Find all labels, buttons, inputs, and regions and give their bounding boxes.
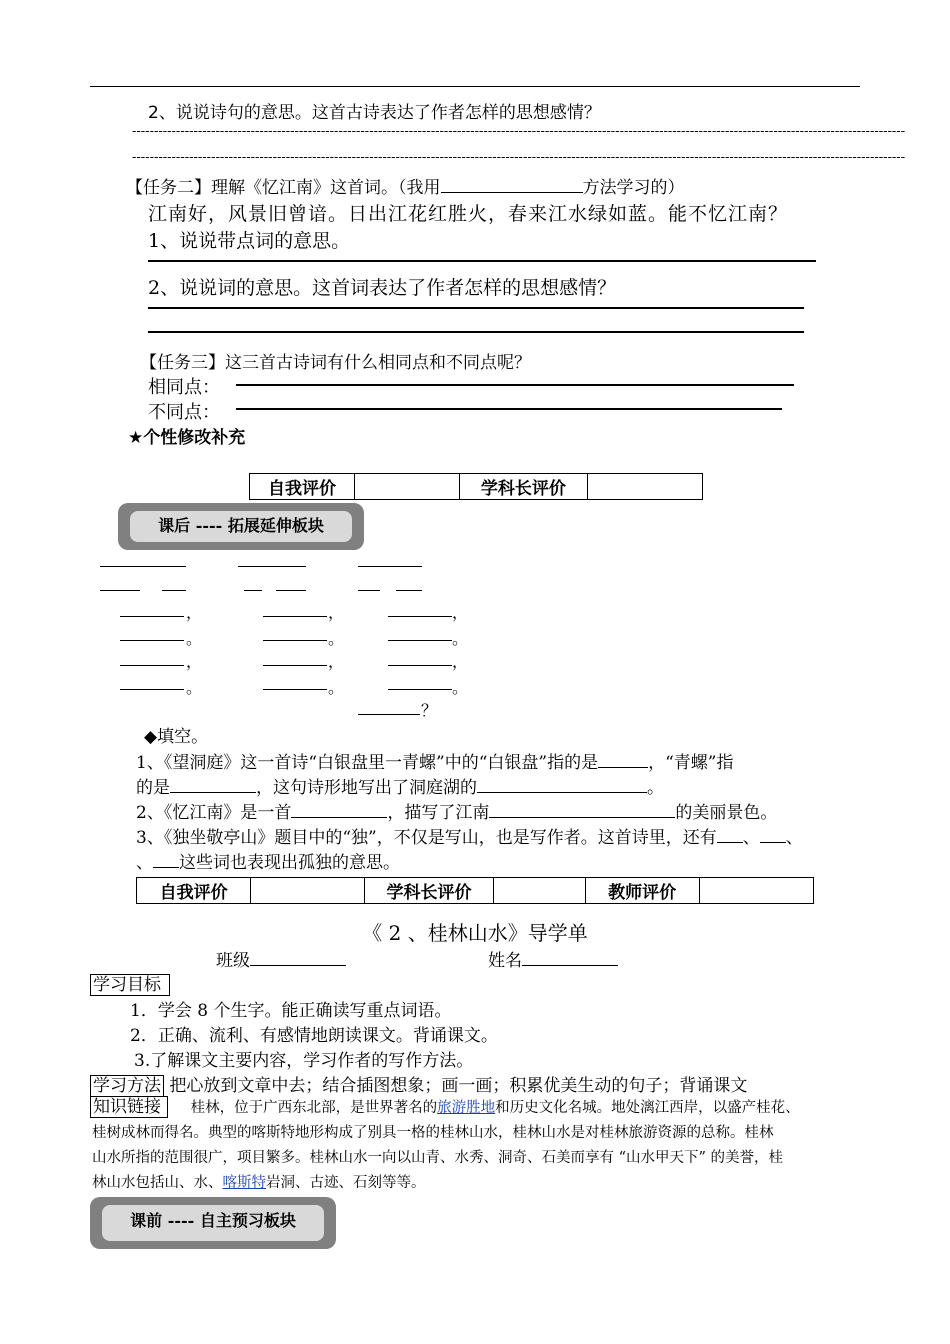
- self-eval-label: 自我评价: [137, 878, 251, 904]
- blank-line[interactable]: [120, 616, 184, 617]
- punct: ，: [452, 652, 469, 671]
- blank-line[interactable]: [120, 689, 184, 690]
- question-dotted-words: 1、说说带点词的意思。: [148, 230, 351, 252]
- blank-line[interactable]: [388, 689, 452, 690]
- punct: 。: [452, 629, 469, 648]
- punct: ，: [328, 603, 345, 622]
- fill-text: ，这句诗形地写出了洞庭湖的: [256, 778, 477, 798]
- leader-eval-label: 学科长评价: [365, 878, 493, 904]
- punct: 。: [328, 678, 345, 697]
- knowledge-row-2: 桂树成林而得名。典型的喀斯特地形构成了别具一格的桂林山水，桂林山水是对桂林旅游资源的总称。桂林: [92, 1125, 774, 1141]
- method-row: [90, 1071, 747, 1096]
- task2-tail: 方法学习的）: [582, 178, 685, 198]
- fill-blank[interactable]: [291, 803, 387, 818]
- fill-blank[interactable]: [760, 828, 786, 843]
- blank-line[interactable]: [238, 566, 306, 567]
- leader-eval-label: 学科长评价: [459, 474, 587, 500]
- guide-title: 《 2 、桂林山水》导学单: [362, 921, 588, 945]
- blank-line[interactable]: [263, 665, 327, 666]
- fill-item-1-cont: [136, 773, 664, 798]
- punct: ，: [186, 603, 203, 622]
- before-class-banner: [90, 1197, 336, 1249]
- banner-text: 课后 ---- 拓展延伸板块: [130, 511, 352, 542]
- diff-label: 不同点：: [148, 402, 220, 423]
- fill-blank[interactable]: [153, 853, 179, 868]
- fill-text: 2、《忆江南》是一首: [136, 803, 292, 823]
- after-class-banner: [118, 503, 364, 550]
- name-label: 姓名: [488, 951, 522, 971]
- punct: ，: [452, 603, 469, 622]
- goal-1: 1．学会 8 个生字。能正确读写重点词语。: [130, 1001, 452, 1021]
- fill-blank[interactable]: [477, 778, 647, 793]
- teacher-eval-cell[interactable]: [699, 878, 813, 904]
- fill-text: 3、《独坐敬亭山》题目中的“独”，不仅是写山，也是写作者。这首诗里，还有: [136, 828, 717, 848]
- blank-line[interactable]: [100, 590, 140, 591]
- blank-line[interactable]: [162, 590, 186, 591]
- fill-text: 、: [742, 828, 760, 848]
- blank-line[interactable]: [263, 640, 327, 641]
- question-poem-meaning: 2、说说诗句的意思。这首古诗表达了作者怎样的思想感情？: [148, 103, 601, 123]
- task2-label: 【任务二】理解《忆江南》这首词。（我用: [126, 178, 441, 198]
- question-mark: ？: [421, 701, 438, 720]
- punct: 。: [186, 678, 203, 697]
- punct: 。: [328, 629, 345, 648]
- banner-text: 课前 ---- 自主预习板块: [102, 1205, 324, 1241]
- blank-line[interactable]: [244, 590, 262, 591]
- fill-blank[interactable]: [170, 778, 256, 793]
- fill-text: 的美丽景色。: [675, 803, 778, 823]
- self-eval-cell[interactable]: [251, 878, 365, 904]
- diff-answer-line: [236, 408, 782, 410]
- goal-2: 2．正确、流利、有感情地朗读课文。背诵课文。: [130, 1026, 498, 1046]
- blank-line[interactable]: [388, 665, 452, 666]
- blank-line[interactable]: [358, 714, 420, 715]
- blank-line[interactable]: [120, 640, 184, 641]
- knowledge-row-1: [90, 1094, 800, 1122]
- blank-line[interactable]: [388, 640, 452, 641]
- answer-line: [148, 307, 804, 309]
- blank-line[interactable]: [263, 689, 327, 690]
- knowledge-text: 桂林，位于广西东北部，是世界著名的: [190, 1100, 438, 1116]
- link-karst[interactable]: 喀斯特: [222, 1175, 266, 1191]
- fill-text: 。: [647, 778, 664, 798]
- blank-line[interactable]: [388, 616, 452, 617]
- personal-revision-heading: ★个性修改补充: [128, 428, 246, 448]
- method-label: 学习方法: [90, 1075, 164, 1097]
- knowledge-row-3: 山水所指的范围很广，项目繁多。桂林山水一向以山青、水秀、洞奇、石美而享有 “山水甲天下” 的美誉，桂: [92, 1150, 784, 1166]
- blank-line[interactable]: [358, 590, 380, 591]
- answer-line: [148, 260, 816, 262]
- link-tourist-attraction[interactable]: 旅游胜地: [437, 1100, 496, 1116]
- fill-blank[interactable]: [598, 753, 648, 768]
- task2-heading: [126, 173, 685, 198]
- same-label: 相同点：: [148, 377, 220, 398]
- fill-text: ，描写了江南: [387, 803, 490, 823]
- answer-line: [148, 331, 804, 333]
- question-ci-meaning: 2、说说词的意思。这首词表达了作者怎样的思想感情？: [148, 277, 617, 299]
- fill-item-2: [136, 798, 777, 823]
- punct: 。: [452, 678, 469, 697]
- fill-text: 这些词也表现出孤独的意思。: [179, 853, 400, 873]
- blank-line[interactable]: [396, 590, 422, 591]
- punct: 。: [186, 629, 203, 648]
- method-blank[interactable]: [441, 178, 583, 193]
- fill-text: 1、《望洞庭》这一首诗“白银盘里一青螺”中的“白银盘”指的是: [136, 753, 599, 773]
- knowledge-row-4: [92, 1170, 426, 1197]
- fill-text: 的是: [136, 778, 170, 798]
- answer-line: --------------------------------------------------------------------------------------------------------------------------------------------------------------------------------: [132, 150, 906, 165]
- blank-line[interactable]: [276, 590, 306, 591]
- fill-item-1: [136, 748, 733, 773]
- goals-label-text: 学习目标: [90, 974, 170, 996]
- goal-3: 3.了解课文主要内容，学习作者的写作方法。: [134, 1051, 474, 1071]
- name-input[interactable]: [522, 951, 618, 966]
- fill-blank[interactable]: [717, 828, 743, 843]
- method-text: 把心放到文章中去；结合插图想象；画一画；积累优美生动的句子；背诵课文: [169, 1076, 748, 1096]
- evaluation-table: [249, 473, 703, 500]
- fill-text: 、: [136, 853, 153, 873]
- blank-line[interactable]: [263, 616, 327, 617]
- same-answer-line: [236, 384, 794, 386]
- teacher-eval-label: 教师评价: [585, 878, 699, 904]
- blank-line[interactable]: [100, 566, 186, 567]
- blank-line[interactable]: [358, 566, 422, 567]
- fill-item-3: [136, 823, 803, 848]
- punct: ，: [186, 652, 203, 671]
- leader-eval-cell[interactable]: [587, 474, 702, 500]
- fill-blank[interactable]: [489, 803, 675, 818]
- answer-line: --------------------------------------------------------------------------------------------------------------------------------------------------------------------------------: [132, 124, 906, 139]
- top-rule: [90, 86, 860, 87]
- fill-in-heading: ◆填空。: [144, 727, 209, 747]
- knowledge-text: 林山水包括山、水、: [92, 1175, 223, 1191]
- poem-text: 江南好，风景旧曾谙。日出江花红胜火，春来江水绿如蓝。能不忆江南？: [148, 203, 789, 225]
- leader-eval-cell[interactable]: [493, 878, 585, 904]
- name-field: [488, 946, 618, 971]
- class-input[interactable]: [250, 951, 346, 966]
- fill-text: ，“青螺”指: [648, 753, 734, 773]
- task3-heading: 【任务三】这三首古诗词有什么相同点和不同点呢？: [140, 353, 531, 373]
- punct: ，: [328, 652, 345, 671]
- self-eval-label: 自我评价: [250, 474, 355, 500]
- class-field: [216, 946, 346, 971]
- blank-line[interactable]: [120, 665, 184, 666]
- knowledge-text: 和历史文化名城。地处漓江西岸，以盛产桂花、: [495, 1100, 800, 1116]
- knowledge-text: 岩洞、古迹、石刻等等。: [266, 1175, 426, 1191]
- fill-item-3-cont: [136, 848, 400, 873]
- knowledge-label: 知识链接: [90, 1096, 168, 1118]
- class-label: 班级: [216, 951, 250, 971]
- self-eval-cell[interactable]: [354, 474, 459, 500]
- fill-text: 、: [785, 828, 803, 848]
- evaluation-table-2: [136, 877, 814, 904]
- goals-label: [90, 970, 170, 995]
